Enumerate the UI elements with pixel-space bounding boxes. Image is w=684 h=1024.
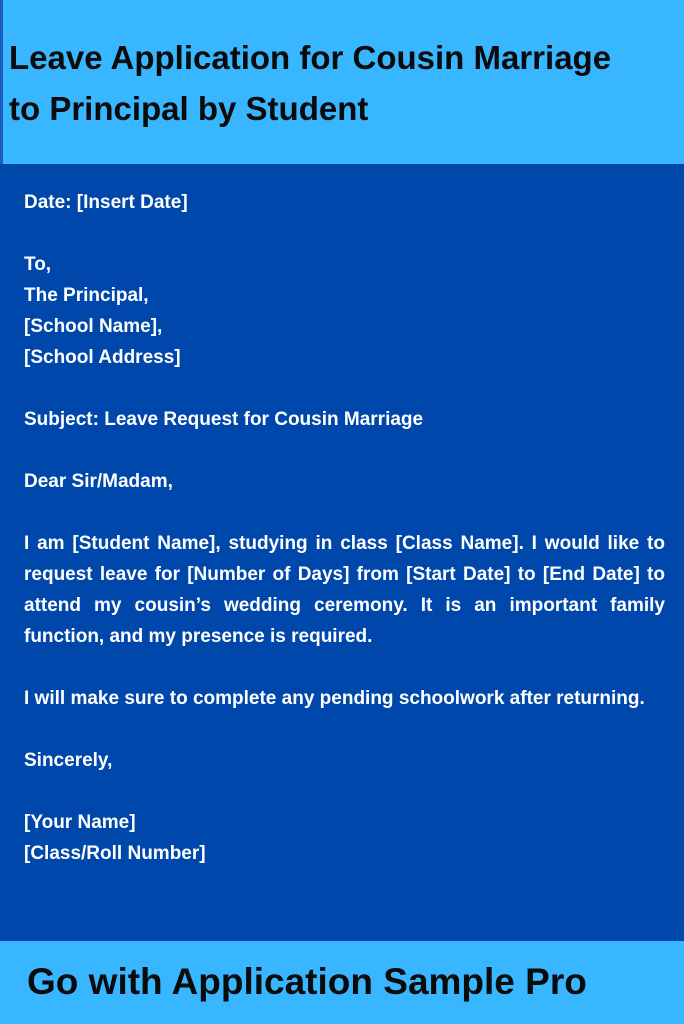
title-line-2: to Principal by Student: [9, 90, 369, 127]
spacer: [24, 776, 665, 807]
spacer: [24, 435, 665, 466]
letter-school-address: [School Address]: [24, 347, 181, 368]
page-title: [9, 32, 679, 134]
letter-class-roll: [Class/Roll Number]: [24, 843, 206, 864]
letter-paragraph-2: I will make sure to complete any pending schoolwork after returning.: [24, 688, 645, 709]
title-line-1: Leave Application for Cousin Marriage: [9, 39, 612, 76]
letter-salutation: Dear Sir/Madam,: [24, 471, 173, 492]
spacer: [24, 218, 665, 249]
letter-closing: Sincerely,: [24, 750, 113, 771]
letter-body: [24, 187, 665, 927]
footer-banner: [0, 941, 684, 1024]
letter-date: Date: [Insert Date]: [24, 192, 188, 213]
spacer: [24, 714, 665, 745]
letter-recipient: The Principal,: [24, 285, 149, 306]
letter-your-name: [Your Name]: [24, 812, 136, 833]
spacer: [24, 373, 665, 404]
letter-school-name: [School Name],: [24, 316, 163, 337]
letter-subject: Subject: Leave Request for Cousin Marriage: [24, 409, 424, 430]
letter-to: To,: [24, 254, 52, 275]
letter-paragraph-1: I am [Student Name], studying in class [Class Name]. I would like to request leave for [Number of Days] from [Start Date] to [End Date] to attend my cousin’s wedding ceremony. It is an important family function, and my presence is required.: [24, 533, 665, 647]
spacer: [24, 497, 665, 528]
header-banner: [0, 0, 684, 164]
spacer: [24, 652, 665, 683]
footer-text: Go with Application Sample Pro: [27, 961, 587, 1002]
